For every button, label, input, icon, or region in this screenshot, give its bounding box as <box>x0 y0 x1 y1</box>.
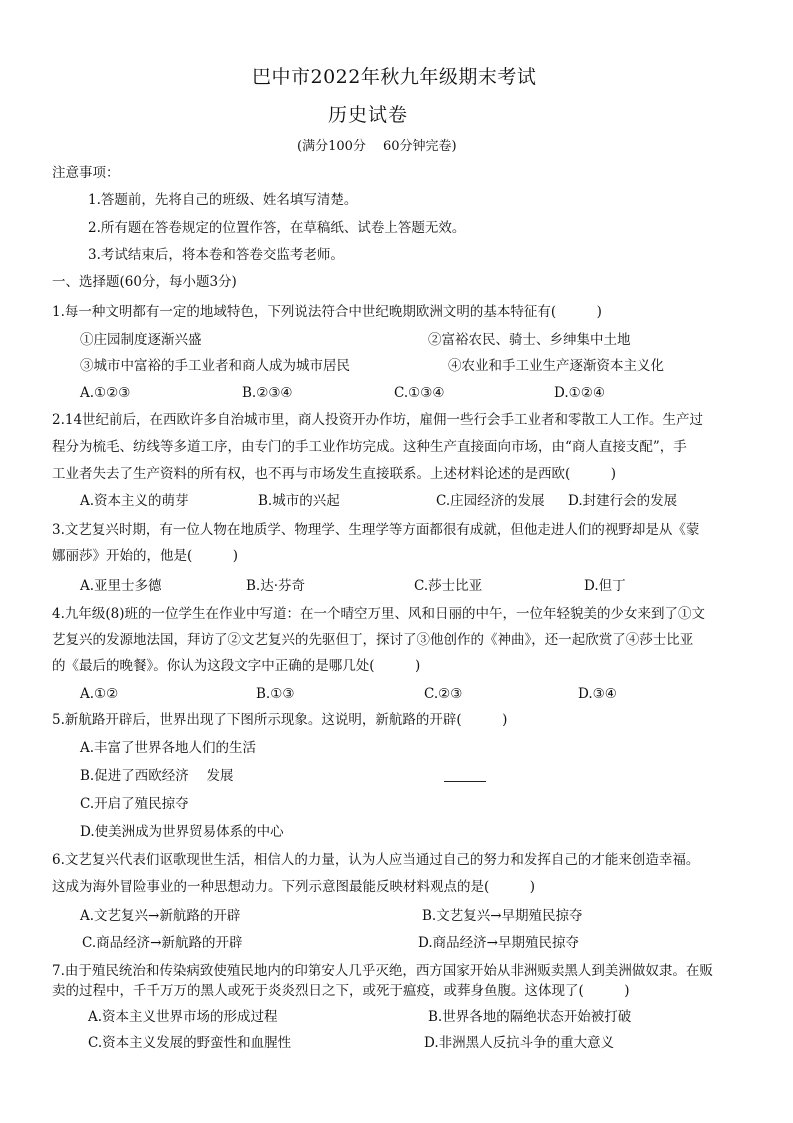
q1-statement-4: ④农业和手工业生产逐渐资本主义化 <box>448 358 664 374</box>
q1-option-a[interactable]: A.①②③ <box>80 385 131 401</box>
q7-option-b[interactable]: B.世界各地的隔绝状态开始被打破 <box>428 1009 632 1025</box>
q6-option-a[interactable]: A.文艺复兴→新航路的开辟 <box>80 908 241 924</box>
notice-heading: 注意事项： <box>52 165 120 181</box>
q4-stem-line: 4.九年级(8)班的一位学生在作业中写道：在一个晴空万里、风和日丽的中午，一位年轻貌美的少女来到了①文 <box>52 606 706 622</box>
q1-option-d[interactable]: D.①②④ <box>554 385 605 401</box>
q3-stem-line: 娜丽莎》开始的，他是( ) <box>52 548 239 564</box>
section-heading: 一、选择题(60分，每小题3分) <box>52 274 237 290</box>
exam-title: 巴中市2022年秋九年级期末考试 <box>252 66 537 88</box>
q5-option-b[interactable]: B.促进了西欧经济 发展 <box>80 768 234 784</box>
q4-option-a[interactable]: A.①② <box>80 686 119 702</box>
q3-option-b[interactable]: B.达·芬奇 <box>246 578 306 594</box>
q2-stem-line: 程分为梳毛、纺线等多道工序，由专门的手工业作坊完成。这种生产直接面向市场，由“商人直接支配”，手 <box>52 439 687 455</box>
q6-option-b[interactable]: B.文艺复兴→早期殖民掠夺 <box>422 908 583 924</box>
exam-meta: (满分100分 60分钟完卷) <box>297 139 457 154</box>
q4-option-b[interactable]: B.①③ <box>256 686 295 702</box>
q7-option-d[interactable]: D.非洲黑人反抗斗争的重大意义 <box>424 1035 615 1051</box>
q5-option-d[interactable]: D.使美洲成为世界贸易体系的中心 <box>80 824 284 840</box>
q2-option-c[interactable]: C.庄园经济的发展 <box>436 493 545 509</box>
q1-option-c[interactable]: C.①③④ <box>394 385 445 401</box>
q6-option-d[interactable]: D.商品经济→早期殖民掠夺 <box>418 935 579 951</box>
q2-option-b[interactable]: B.城市的兴起 <box>258 493 340 509</box>
q1-statement-3: ③城市中富裕的手工业者和商人成为城市居民 <box>80 358 350 374</box>
q2-stem-line: 工业者失去了生产资料的所有权，也不再与市场发生直接联系。上述材料论述的是西欧( ) <box>52 466 617 482</box>
q4-stem-line: 艺复兴的发源地法国，拜访了②文艺复兴的先驱但丁，探讨了③他创作的《神曲》，还一起欣赏了④莎士比亚 <box>52 632 694 648</box>
notice-item: 2.所有题在答卷规定的位置作答，在草稿纸、试卷上答题无效。 <box>88 220 466 236</box>
q1-option-b[interactable]: B.②③④ <box>242 385 293 401</box>
q2-stem-line: 2.14世纪前后，在西欧许多自治城市里，商人投资开办作坊，雇佣一些行会手工业者和零散工人工作。生产过 <box>52 412 704 428</box>
q2-option-d[interactable]: D.封建行会的发展 <box>568 493 678 509</box>
q4-stem-line: 的《最后的晚餐》。你认为这段文字中正确的是哪几处( ) <box>52 658 421 674</box>
q1-statement-2: ②富裕农民、骑士、乡绅集中土地 <box>428 332 631 348</box>
q5-stem: 5.新航路开辟后，世界出现了下图所示现象。这说明，新航路的开辟( ) <box>52 712 508 728</box>
blank-underline <box>444 781 486 782</box>
exam-subject: 历史试卷 <box>328 104 409 126</box>
q6-stem-line: 6.文艺复兴代表们讴歌现世生活，相信人的力量，认为人应当通过自己的努力和发挥自己的才能来创造幸福。 <box>52 852 700 868</box>
q3-stem-line: 3.文艺复兴时期，有一位人物在地质学、物理学、生理学等方面都很有成就，但他走进人们的视野却是从《蒙 <box>52 522 700 538</box>
q1-statement-1: ①庄园制度逐渐兴盛 <box>80 332 202 348</box>
q7-stem-line: 7.由于殖民统治和传染病致使殖民地内的印第安人几乎灭绝，西方国家开始从非洲贩卖黑人到美洲做奴隶。在贩 <box>52 963 713 979</box>
q6-option-c[interactable]: C.商品经济→新航路的开辟 <box>82 935 243 951</box>
q3-option-d[interactable]: D.但丁 <box>584 578 626 594</box>
q3-option-a[interactable]: A.亚里士多德 <box>80 578 162 594</box>
q3-option-c[interactable]: C.莎士比亚 <box>414 578 483 594</box>
q7-stem-line: 卖的过程中，千千万万的黑人或死于炎炎烈日之下，或死于瘟疫，或葬身鱼腹。这体现了( ) <box>52 983 630 999</box>
notice-item: 1.答题前，先将自己的班级、姓名填写清楚。 <box>88 192 358 208</box>
q5-option-a[interactable]: A.丰富了世界各地人们的生活 <box>80 740 257 756</box>
q1-stem: 1.每一种文明都有一定的地域特色，下列说法符合中世纪晚期欧洲文明的基本特征有( ) <box>52 304 602 320</box>
q7-option-c[interactable]: C.资本主义发展的野蛮性和血腥性 <box>88 1035 292 1051</box>
q4-option-c[interactable]: C.②③ <box>424 686 463 702</box>
notice-item: 3.考试结束后，将本卷和答卷交监考老师。 <box>88 247 344 263</box>
q5-option-c[interactable]: C.开启了殖民掠夺 <box>80 796 189 812</box>
q2-option-a[interactable]: A.资本主义的萌芽 <box>80 493 189 509</box>
q6-stem-line: 这成为海外冒险事业的一种思想动力。下列示意图最能反映材料观点的是( ) <box>52 879 536 895</box>
q4-option-d[interactable]: D.③④ <box>578 686 617 702</box>
q7-option-a[interactable]: A.资本主义世界市场的形成过程 <box>88 1009 278 1025</box>
